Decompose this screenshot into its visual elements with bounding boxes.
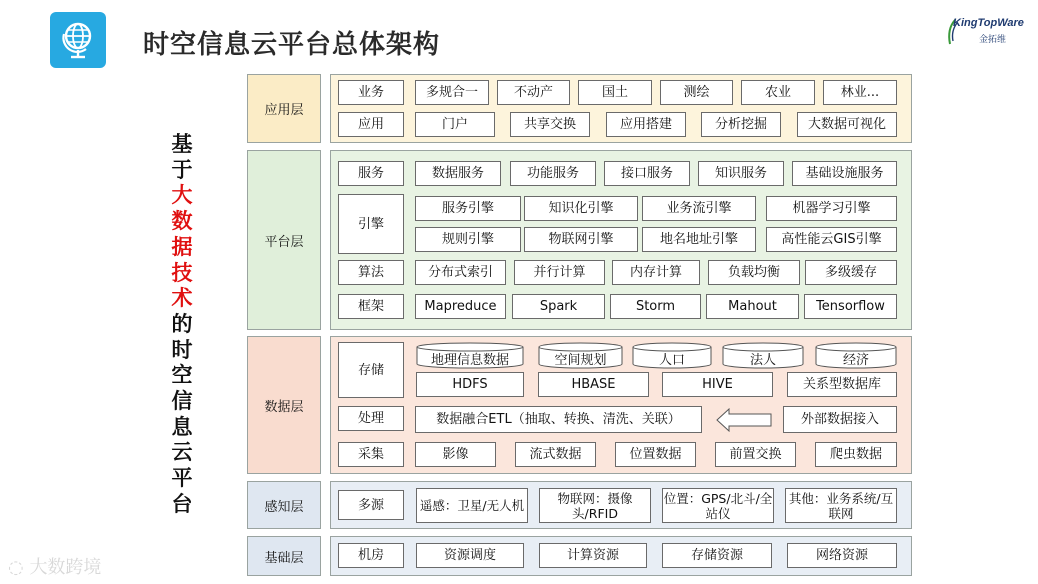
vertical-title-char: 空 (171, 363, 193, 388)
cylinder-label: 法人 (749, 353, 776, 368)
base-item: 网络资源 (787, 543, 897, 568)
app-item: 门户 (415, 112, 495, 137)
platform-service-item: 数据服务 (415, 161, 501, 186)
cylinder-label: 空间规划 (554, 353, 607, 368)
globe-icon (60, 20, 96, 60)
platform-engine-item: 知识化引擎 (524, 196, 638, 221)
app-item: 测绘 (660, 80, 733, 105)
app-tag-application: 应用 (338, 112, 404, 137)
layer-label-app: 应用层 (247, 74, 321, 143)
platform-tag-framework: 框架 (338, 294, 404, 319)
app-item: 国土 (578, 80, 652, 105)
vertical-title-char: 息 (171, 414, 193, 439)
layer-label-base: 基础层 (247, 536, 321, 576)
vertical-title-char: 于 (171, 157, 193, 182)
vertical-title (167, 132, 197, 518)
data-store-item: HIVE (662, 372, 773, 397)
platform-algorithm-item: 内存计算 (612, 260, 700, 285)
platform-framework-item: Mapreduce (415, 294, 506, 319)
platform-engine-item: 服务引擎 (415, 196, 521, 221)
database-cylinder (632, 342, 712, 369)
brand-name: KingTopWare (953, 17, 1024, 29)
brand-cn-name: 金拓维 (979, 35, 1007, 45)
sensing-item: 遥感：卫星/无人机 (416, 488, 528, 523)
platform-framework-item: Storm (610, 294, 701, 319)
page-title: 时空信息云平台总体架构 (143, 30, 441, 60)
vertical-title-char: 平 (171, 466, 193, 491)
platform-service-item: 接口服务 (604, 161, 690, 186)
platform-framework-item: Mahout (706, 294, 799, 319)
database-cylinder (815, 342, 897, 369)
sensing-item: 位置：GPS/北斗/全站仪 (662, 488, 774, 523)
base-item: 存储资源 (662, 543, 772, 568)
platform-algorithm-item: 分布式索引 (415, 260, 506, 285)
vertical-title-char: 台 (171, 491, 193, 516)
database-cylinder (538, 342, 623, 369)
base-item: 计算资源 (539, 543, 647, 568)
vertical-title-char: 大 (171, 183, 193, 208)
data-collect-item: 流式数据 (515, 442, 596, 467)
platform-engine-item: 物联网引擎 (524, 227, 638, 252)
vertical-title-char: 时 (171, 337, 193, 362)
platform-tag-algorithm: 算法 (338, 260, 404, 285)
vertical-title-char: 云 (171, 440, 193, 465)
platform-tag-service: 服务 (338, 161, 404, 186)
brand-logo (945, 17, 1025, 47)
layer-label-platform: 平台层 (247, 150, 321, 330)
data-store-item: HBASE (538, 372, 649, 397)
layer-label-data: 数据层 (247, 336, 321, 474)
platform-algorithm-item: 并行计算 (514, 260, 605, 285)
data-store-item: HDFS (416, 372, 524, 397)
base-item: 资源调度 (416, 543, 524, 568)
database-cylinder (722, 342, 804, 369)
vertical-title-char: 数 (171, 209, 193, 234)
data-tag-collect: 采集 (338, 442, 404, 467)
data-collect-item: 影像 (415, 442, 496, 467)
sensing-item: 物联网：摄像头/RFID (539, 488, 651, 523)
data-collect-item: 位置数据 (615, 442, 696, 467)
vertical-title-char: 基 (171, 132, 193, 156)
app-item: 应用搭建 (606, 112, 686, 137)
vertical-title-char: 术 (171, 286, 193, 311)
vertical-title-char: 据 (171, 234, 193, 259)
platform-framework-item: Tensorflow (804, 294, 897, 319)
left-arrow-icon (716, 408, 772, 432)
app-item: 分析挖掘 (701, 112, 781, 137)
app-item: 林业... (823, 80, 897, 105)
app-item: 共享交换 (510, 112, 590, 137)
cylinder-label: 人口 (658, 353, 685, 368)
data-tag-storage: 存储 (338, 342, 404, 398)
app-item: 农业 (741, 80, 815, 105)
platform-engine-item: 规则引擎 (415, 227, 521, 252)
watermark-text: 大数跨境 (29, 557, 102, 578)
vertical-title-char: 的 (171, 311, 193, 336)
platform-algorithm-item: 负载均衡 (708, 260, 800, 285)
watermark (8, 553, 101, 579)
cylinder-label: 地理信息数据 (430, 353, 509, 368)
app-tag-business: 业务 (338, 80, 404, 105)
app-logo (50, 12, 106, 68)
external-data-input: 外部数据接入 (783, 406, 897, 433)
data-collect-item: 前置交换 (715, 442, 796, 467)
data-store-item: 关系型数据库 (787, 372, 897, 397)
layer-label-sensing: 感知层 (247, 481, 321, 529)
platform-engine-item: 机器学习引擎 (766, 196, 897, 221)
platform-service-item: 功能服务 (510, 161, 596, 186)
platform-framework-item: Spark (512, 294, 605, 319)
data-tag-process: 处理 (338, 406, 404, 431)
watermark-icon: ◌ (8, 557, 30, 578)
app-item: 不动产 (497, 80, 570, 105)
etl-process-box: 数据融合ETL（抽取、转换、清洗、关联） (415, 406, 702, 433)
app-item: 多规合一 (415, 80, 489, 105)
platform-engine-item: 业务流引擎 (642, 196, 756, 221)
platform-algorithm-item: 多级缓存 (805, 260, 897, 285)
sensing-tag-multisource: 多源 (338, 490, 404, 520)
sensing-item: 其他：业务系统/互联网 (785, 488, 897, 523)
app-item: 大数据可视化 (797, 112, 897, 137)
vertical-title-char: 信 (171, 389, 193, 414)
platform-engine-item: 地名地址引擎 (642, 227, 756, 252)
cylinder-label: 经济 (842, 353, 869, 368)
platform-tag-engine: 引擎 (338, 194, 404, 254)
platform-service-item: 基础设施服务 (792, 161, 897, 186)
database-cylinder (416, 342, 524, 369)
platform-service-item: 知识服务 (698, 161, 784, 186)
vertical-title-char: 技 (171, 260, 193, 285)
platform-engine-item: 高性能云GIS引擎 (766, 227, 897, 252)
base-tag-machine-room: 机房 (338, 543, 404, 568)
data-collect-item: 爬虫数据 (815, 442, 897, 467)
